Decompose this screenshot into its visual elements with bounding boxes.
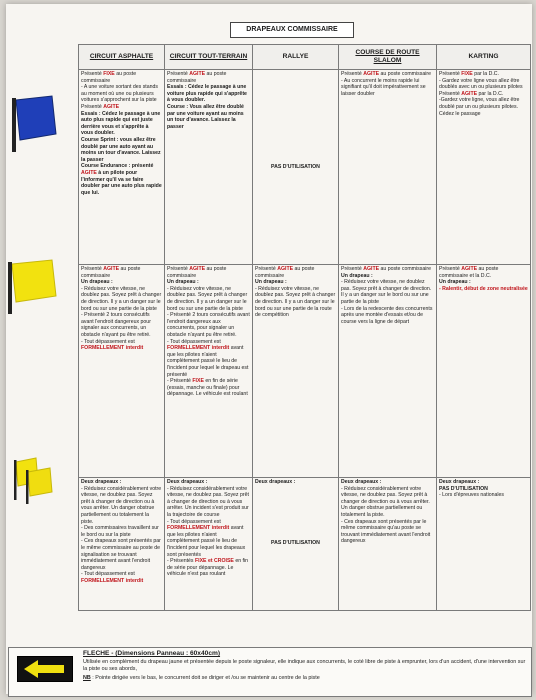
cell-line: Un drapeau : bbox=[81, 279, 113, 286]
cell-line: - Tout dépassement est FORMELLEMENT interdit avant que les pilotes n'aient complètement passé le lieu de l'incident pour lequel les drapeaux sont présentés bbox=[167, 518, 246, 558]
cell-line: - Ces drapeaux sont présentés par le même commissaire qu'au poste se trouvant immédiatement avant l'endroit dangereux bbox=[341, 518, 431, 545]
cell-blue-rallye: PAS D'UTILISATION bbox=[253, 70, 339, 265]
cell-line: Essais : Cédez le passage à une voiture plus rapide qui s'apprête à vous doubler. bbox=[167, 84, 247, 104]
cell-line: Présenté AGITE au poste commissaire bbox=[341, 71, 431, 77]
blue-flag-icon bbox=[2, 94, 58, 152]
cell-line: Présenté FIXE au poste commissaire bbox=[81, 71, 137, 84]
cell-yellow-asphalte bbox=[79, 265, 165, 478]
cell-blue-tout-terrain bbox=[165, 70, 253, 265]
cell-line: Un drapeau : bbox=[167, 279, 199, 286]
cell-line: - Des commissaires travaillent sur le bord ou sur la piste bbox=[81, 525, 159, 538]
cell-line: Course Endurance : présenté AGITE à un pilote pour l'informer qu'il va se faire doubler par une auto plus rapide que lui. bbox=[81, 163, 162, 196]
yellow-arrow-icon bbox=[18, 657, 72, 681]
cell-line: Deux drapeaux : bbox=[341, 479, 382, 485]
cell-blue-course-de-route bbox=[339, 70, 437, 265]
cell-line: - Réduisez votre vitesse, ne doublez pas. Soyez prêt à changer de direction. Il y a un danger sur le bord ou sur une partie de la route de compétition bbox=[255, 285, 336, 319]
double-yellow-flag-icon bbox=[10, 452, 54, 504]
arrow-panel bbox=[17, 656, 73, 682]
cell-yellow-course-de-route bbox=[339, 265, 437, 478]
table-row bbox=[79, 265, 531, 478]
cell-line: - Réduisez votre vitesse, ne doublez pas. Soyez prêt à changer de direction. Il y a un danger sur le bord ou sur une partie de la piste bbox=[167, 285, 248, 312]
header-course-de-route: COURSE DE ROUTE SLALOM bbox=[339, 45, 437, 70]
cell-blue-asphalte bbox=[79, 70, 165, 265]
cell-line: - Tout dépassement est FORMELLEMENT interdit avant que les pilotes n'aient complètement passé le lieu de l'incident pour lequel le drapeau est présenté bbox=[167, 338, 249, 378]
cell-line: Présenté AGITE au poste commissaire et la D.C. bbox=[439, 266, 499, 279]
cell-line: Course : Vous allez être doublé par une voiture ayant au moins un tour d'avance. Laissez la passer bbox=[167, 103, 244, 130]
cell-double-yellow-course-de-route bbox=[339, 478, 437, 611]
fleche-nb bbox=[83, 675, 529, 682]
fleche-text bbox=[83, 650, 529, 682]
cell-line: - Réduisez votre vitesse, ne doublez pas. Soyez prêt à changer de direction. Il y a un danger sur le bord ou sur une partie de la piste bbox=[341, 279, 432, 305]
cell-line: Deux drapeaux : bbox=[81, 479, 122, 485]
cell-line: Présenté FIXE par la D.C. bbox=[439, 71, 499, 77]
cell-line: - Présenté 2 tours consécutifs avant l'endroit dangereux pour signaler aux concurrents, un obstacle n'ayant pu être retiré. bbox=[81, 312, 151, 338]
cell-line: Présenté AGITE au poste commissaire bbox=[81, 266, 141, 279]
header-karting: KARTING bbox=[437, 45, 531, 70]
cell-line: - Gardez votre ligne vous allez être doublés avec un ou plusieurs pilotes bbox=[439, 77, 523, 91]
cell-line: Deux drapeaux : bbox=[439, 479, 480, 485]
cell-double-yellow-karting bbox=[437, 478, 531, 611]
table-row bbox=[79, 478, 531, 611]
cell-line: Présenté AGITE au poste commissaire bbox=[167, 266, 227, 279]
header-row bbox=[79, 45, 531, 70]
fleche-heading: FLECHE - (Dimensions Panneau : 60x40cm) bbox=[83, 650, 221, 657]
cell-line: - Présenté 2 tours consécutifs avant l'endroit dangereux aux concurrents, pour signaler un obstacle n'ayant pu être retiré. bbox=[167, 312, 250, 338]
cell-line: - Au concurrent le moins rapide lui signifiant qu'il doit impérativement se laisser doubler bbox=[341, 77, 426, 97]
header-rallye: RALLYE bbox=[253, 45, 339, 70]
rallye-pas-utilisation: PAS D'UTILISATION bbox=[271, 539, 320, 546]
nb-label: NB bbox=[83, 675, 91, 681]
cell-line: Deux drapeaux : bbox=[167, 479, 208, 485]
flag-grid bbox=[78, 44, 531, 611]
cell-line: Présenté AGITE au poste commissaire bbox=[341, 266, 431, 272]
cell-line: - Réduisez votre vitesse, ne doublez pas. Soyez prêt à changer de direction. Il y a un danger sur le bord ou sur une partie de la piste bbox=[81, 285, 162, 312]
page-title: DRAPEAUX COMMISSAIRE bbox=[230, 22, 354, 38]
nb-text: : Pointe dirigée vers le bas, le concurrent doit se diriger et /ou se maintenir au centre de la piste bbox=[92, 675, 320, 681]
cell-line: PAS D'UTILISATION bbox=[439, 485, 488, 492]
cell-line: - Lors de la redescente des concurrents après une montée d'essais et/ou de course vers la ligne de départ bbox=[341, 305, 433, 325]
rallye-deux-drapeaux: Deux drapeaux : bbox=[255, 479, 296, 485]
cell-double-yellow-rallye bbox=[253, 478, 339, 611]
cell-line: Course Sprint : vous allez être doublé par une auto ayant au moins un tour d'avance. Laissez la passer bbox=[81, 136, 161, 163]
cell-line: - Tout dépassement est FORMELLEMENT interdit bbox=[81, 571, 144, 584]
cell-line: - Présentés FIXE et CROISE en fin de série pour dépannage. Le véhicule n'est pas roulant bbox=[167, 558, 249, 578]
cell-line: Un drapeau : bbox=[341, 272, 373, 279]
cell-line: Un drapeau : bbox=[255, 279, 287, 286]
yellow-flag-icon bbox=[0, 256, 58, 316]
cell-line: Présenté AGITE par la D.C. bbox=[439, 90, 504, 97]
fleche-description: Utilisée en complément du drapeau jaune et présentée depuis le poste signaleur, elle indique aux concurrents, le coté libre de piste à emprunter, lors d'un accident, d'une intervention sur la piste ou ses abords, bbox=[83, 659, 526, 672]
cell-line: Présenté AGITE bbox=[81, 103, 120, 110]
cell-line: Présenté AGITE au poste commissaire bbox=[255, 266, 315, 279]
cell-line: - Réduisez considérablement votre vitesse, ne doublez pas. Soyez prêt à changer de direction ou à vous arrêter. Un incident s'est produit sur la trajectoire de course bbox=[167, 485, 249, 518]
cell-line: - Ralentir, début de zone neutralisée bbox=[439, 285, 528, 292]
cell-line: Présenté AGITE au poste commissaire bbox=[167, 71, 227, 84]
header-circuit-tout-terrain: CIRCUIT TOUT-TERRAIN bbox=[165, 45, 253, 70]
cell-yellow-rallye bbox=[253, 265, 339, 478]
cell-line: Essais : Cédez le passage à une auto plus rapide qui est juste derrière vous et s'apprête à vous doubler. bbox=[81, 110, 161, 137]
cell-line: - A une voiture sortant des stands au moment où une ou plusieurs voitures s'approchent sur la piste bbox=[81, 84, 158, 104]
cell-yellow-karting bbox=[437, 265, 531, 478]
cell-line: - Ces drapeaux sont présentés par le même commissaire au poste de signalisation se trouvant immédiatement avant l'endroit dangereux bbox=[81, 538, 161, 571]
cell-blue-karting bbox=[437, 70, 531, 265]
fleche-panel bbox=[8, 647, 532, 697]
cell-line: - Présenté FIXE en fin de série (essais, manche ou finale) pour dépannage. Le véhicule est roulant bbox=[167, 378, 248, 398]
cell-double-yellow-tout-terrain bbox=[165, 478, 253, 611]
cell-line: - Réduisez considérablement votre vitesse, ne doublez pas. Soyez prêt à changer de direction ou à vous arrêter. Un danger obstrue partiellement ou totalement la piste. bbox=[81, 485, 162, 525]
cell-line: - Lors d'épreuves nationales bbox=[439, 492, 505, 499]
cell-yellow-tout-terrain bbox=[165, 265, 253, 478]
table-row bbox=[79, 70, 531, 265]
cell-double-yellow-asphalte bbox=[79, 478, 165, 611]
cell-line: - Tout dépassement est FORMELLEMENT interdit bbox=[81, 338, 144, 352]
cell-line: -Gardez votre ligne, vous allez être doublé par un ou plusieurs pilotes. Cédez le passage bbox=[439, 97, 520, 117]
cell-line: - Réduisez considérablement votre vitesse, ne doublez pas. Soyez prêt à changer de direction ou à vous arrêter. Un danger obstrue partiellement ou totalement la piste. bbox=[341, 485, 430, 518]
document-sheet bbox=[6, 4, 532, 694]
header-circuit-asphalte: CIRCUIT ASPHALTE bbox=[79, 45, 165, 70]
cell-line: Un drapeau : bbox=[439, 279, 471, 286]
